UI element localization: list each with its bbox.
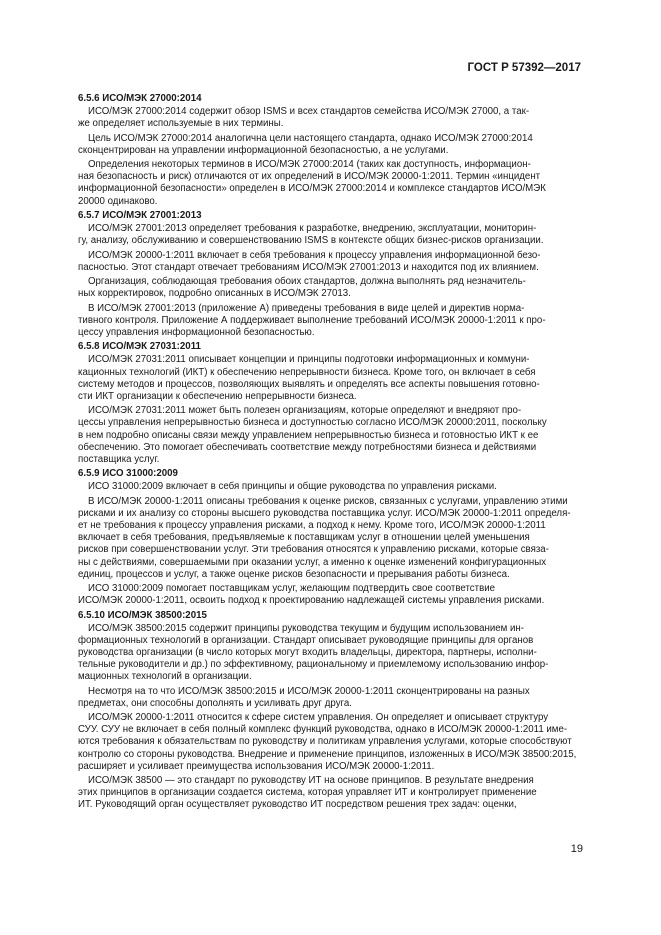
section-heading: 6.5.10 ИСО/МЭК 38500:2015 [78,609,207,621]
text-line: включает в себя требования, предъявляемые к поставщикам услуг в отношении целей уменьшения [78,532,530,544]
text-line: ИСО 31000:2009 включает в себя принципы и общие руководства по управления рисками. [88,481,497,493]
text-line: в нем подробно описаны связи между управлением непрерывностью бизнеса и готовностью ИКТ к ее [78,429,539,441]
paragraph [76,223,586,247]
section-6-5-9 [76,468,586,607]
text-line: тельные руководители и др.) по эффективному, рациональному и приемлемому использованию инфор- [78,659,549,671]
text-line: ИСО/МЭК 20000-1:2011 относится к сфере систем управления. Он определяет и описывает структуру [88,712,549,724]
text-line: рисками и их анализу со стороны высшего руководства поставщика услуг. ИСО/МЭК 20000-1:2011 определя- [78,507,571,519]
text-line: ны с действиями, совершаемыми при оказании услуг, а именно к оценке изменений конфигурационных [78,556,547,568]
text-line: единиц, процессов и услуг, а также оценке рисков безопасности и прерывания работы бизнеса. [78,568,510,580]
section-heading: 6.5.9 ИСО 31000:2009 [78,468,178,480]
section-6-5-10 [76,610,586,812]
text-line: гу, анализу, обслуживанию и совершенствованию ISMS в контексте общих бизнес-рисков организации. [78,235,544,247]
paragraph [76,686,586,710]
text-line: ет не требования к процессу управления рисками, а подход к нему. Кроме того, ИСО/МЭК 20000-1:2011 [78,520,546,532]
text-line: ИСО/МЭК 20000-1:2011, освоить подход к проектированию надлежащей системы управления рисками. [78,595,545,607]
text-line: ются требования к обязательствам по руководству и политикам управления услугами, которые способствуют [78,736,572,748]
paragraph [76,712,586,773]
text-line: ИСО/МЭК 27031:2011 описывает концепции и принципы подготовки информационных и коммуни- [88,354,530,366]
paragraph [76,303,586,339]
text-line: В ИСО/МЭК 20000-1:2011 описаны требования к оценке рисков, связанных с услугами, управлению этими [88,495,568,507]
text-line: цессы управления непрерывностью бизнеса и доступностью согласно ИСО/МЭК 20000:2011, поскольку [78,417,547,429]
text-line: руководства организации (в число которых могут входить владельцы, директора, партнеры, исполни- [78,646,537,658]
paragraph [76,623,586,684]
text-line: ИТ. Руководящий орган осуществляет руководство ИТ посредством решения трех задач: оценки, [78,799,517,811]
text-line: СУУ. СУУ не включает в себя полный комплекс функций руководства, однако в ИСО/МЭК 20000-1:2011 име- [78,724,568,736]
text-line: ИСО/МЭК 38500 — это стандарт по руководству ИТ на основе принципов. В результате внедрения [88,775,534,787]
paragraph [76,133,586,157]
page-number: 19 [570,843,583,855]
text-line: тивного контроля. Приложение А поддерживает выполнение требований ИСО/МЭК 20000-1:2011 к про- [78,314,546,326]
text-line: ных корректировок, подробно описанных в ИСО/МЭК 27013. [78,288,351,300]
paragraph [76,276,586,300]
text-line: обеспечению. Это помогает обеспечивать соответствие между потребностями бизнеса и действиями [78,441,537,453]
text-line: ИСО/МЭК 27000:2014 содержит обзор ISMS и всех стандартов семейства ИСО/МЭК 27000, а так- [88,106,530,118]
text-line: В ИСО/МЭК 27001:2013 (приложение А) приведены требования в виде целей и директив норма- [88,302,525,314]
text-line: 20000 одинаково. [78,195,158,207]
text-line: формационных технологий в организации. Стандарт описывает руководящие принципы для органов [78,634,534,646]
text-line: расширяет и усиливает преимущества использования ИСО/МЭК 20000-1:2011. [78,760,435,772]
text-line: ИСО/МЭК 20000-1:2011 включает в себя требования к процессу управления информационной безо- [88,249,541,261]
text-line: сти ИКТ организации к обеспечению непрерывности бизнеса. [78,390,357,402]
section-heading: 6.5.8 ИСО/МЭК 27031:2011 [78,341,201,353]
text-line: ИСО 31000:2009 помогает поставщикам услуг, желающим подтвердить свое соответствие [88,583,496,594]
section-6-5-6 [76,93,586,208]
text-line: ная безопасность и риск) отличаются от их определений в ИСО/МЭК 20000-1:2011. Термин «инцидент [78,171,541,183]
text-line: кационных технологий (ИКТ) к обеспечению непрерывности бизнеса. Кроме того, он включает в себя [78,366,536,378]
paragraph [76,405,586,466]
paragraph [76,583,586,607]
paragraph [76,775,586,811]
document-body [76,92,586,814]
text-line: предметах, они способны дополнять и усиливать друг друга. [78,697,352,709]
text-line: цессу управления информационной безопасностью. [78,326,315,338]
text-line: рисков при совершенствовании услуг. Эти требования относятся к управлению рисками, которые связа- [78,544,549,556]
text-line: ИСО/МЭК 27001:2013 определяет требования к разработке, внедрению, эксплуатации, мониторин- [88,223,537,235]
text-line: Несмотря на то что ИСО/МЭК 38500:2015 и ИСО/МЭК 20000-1:2011 сконцентрированы на разных [88,685,530,697]
text-line: систему методов и процессов, позволяющих выявлять и определять все аспекты повышения готовно- [78,378,540,390]
section-6-5-8 [76,341,586,466]
text-line: же определяет используемые в них термины. [78,118,284,130]
paragraph [76,159,586,208]
text-line: информационной безопасности» определен в ИСО/МЭК 27000:2014 и комплексе стандартов ИСО/МЭК [78,183,546,195]
text-line: Организация, соблюдающая требования обоих стандартов, должна выполнять ряд незначитель- [88,276,526,288]
text-line: пасностью. Этот стандарт отвечает требованиям ИСО/МЭК 27001:2013 и находится под их влиянием. [78,261,539,273]
paragraph [76,106,586,130]
text-line: ИСО/МЭК 27031:2011 может быть полезен организациям, которые определяют и внедряют про- [88,405,522,417]
text-line: контролю со стороны руководства. Внедрение и применение принципов, изложенных в ИСО/МЭК 38500:2015, [78,748,577,760]
paragraph [76,354,586,403]
text-line: Определения некоторых терминов в ИСО/МЭК 27000:2014 (таких как доступность, информацион- [88,159,531,171]
document-header: ГОСТ Р 57392—2017 [467,62,581,74]
text-line: этих принципов в организации создается система, которая управляет ИТ и контролирует применение [78,787,537,799]
section-heading: 6.5.6 ИСО/МЭК 27000:2014 [78,93,202,104]
paragraph [76,250,586,274]
paragraph [76,481,586,493]
section-6-5-7 [76,210,586,339]
text-line: мационных технологий в организации. [78,671,252,683]
text-line: Цель ИСО/МЭК 27000:2014 аналогична цели настоящего стандарта, однако ИСО/МЭК 27000:2014 [88,132,533,144]
text-line: ИСО/МЭК 38500:2015 содержит принципы руководства текущим и будущим использованием ин- [88,622,525,634]
text-line: поставщика услуг. [78,453,160,465]
text-line: сконцентрирован на управлении информационной безопасностью, а не услугами. [78,144,449,156]
section-heading: 6.5.7 ИСО/МЭК 27001:2013 [78,209,202,221]
paragraph [76,496,586,581]
